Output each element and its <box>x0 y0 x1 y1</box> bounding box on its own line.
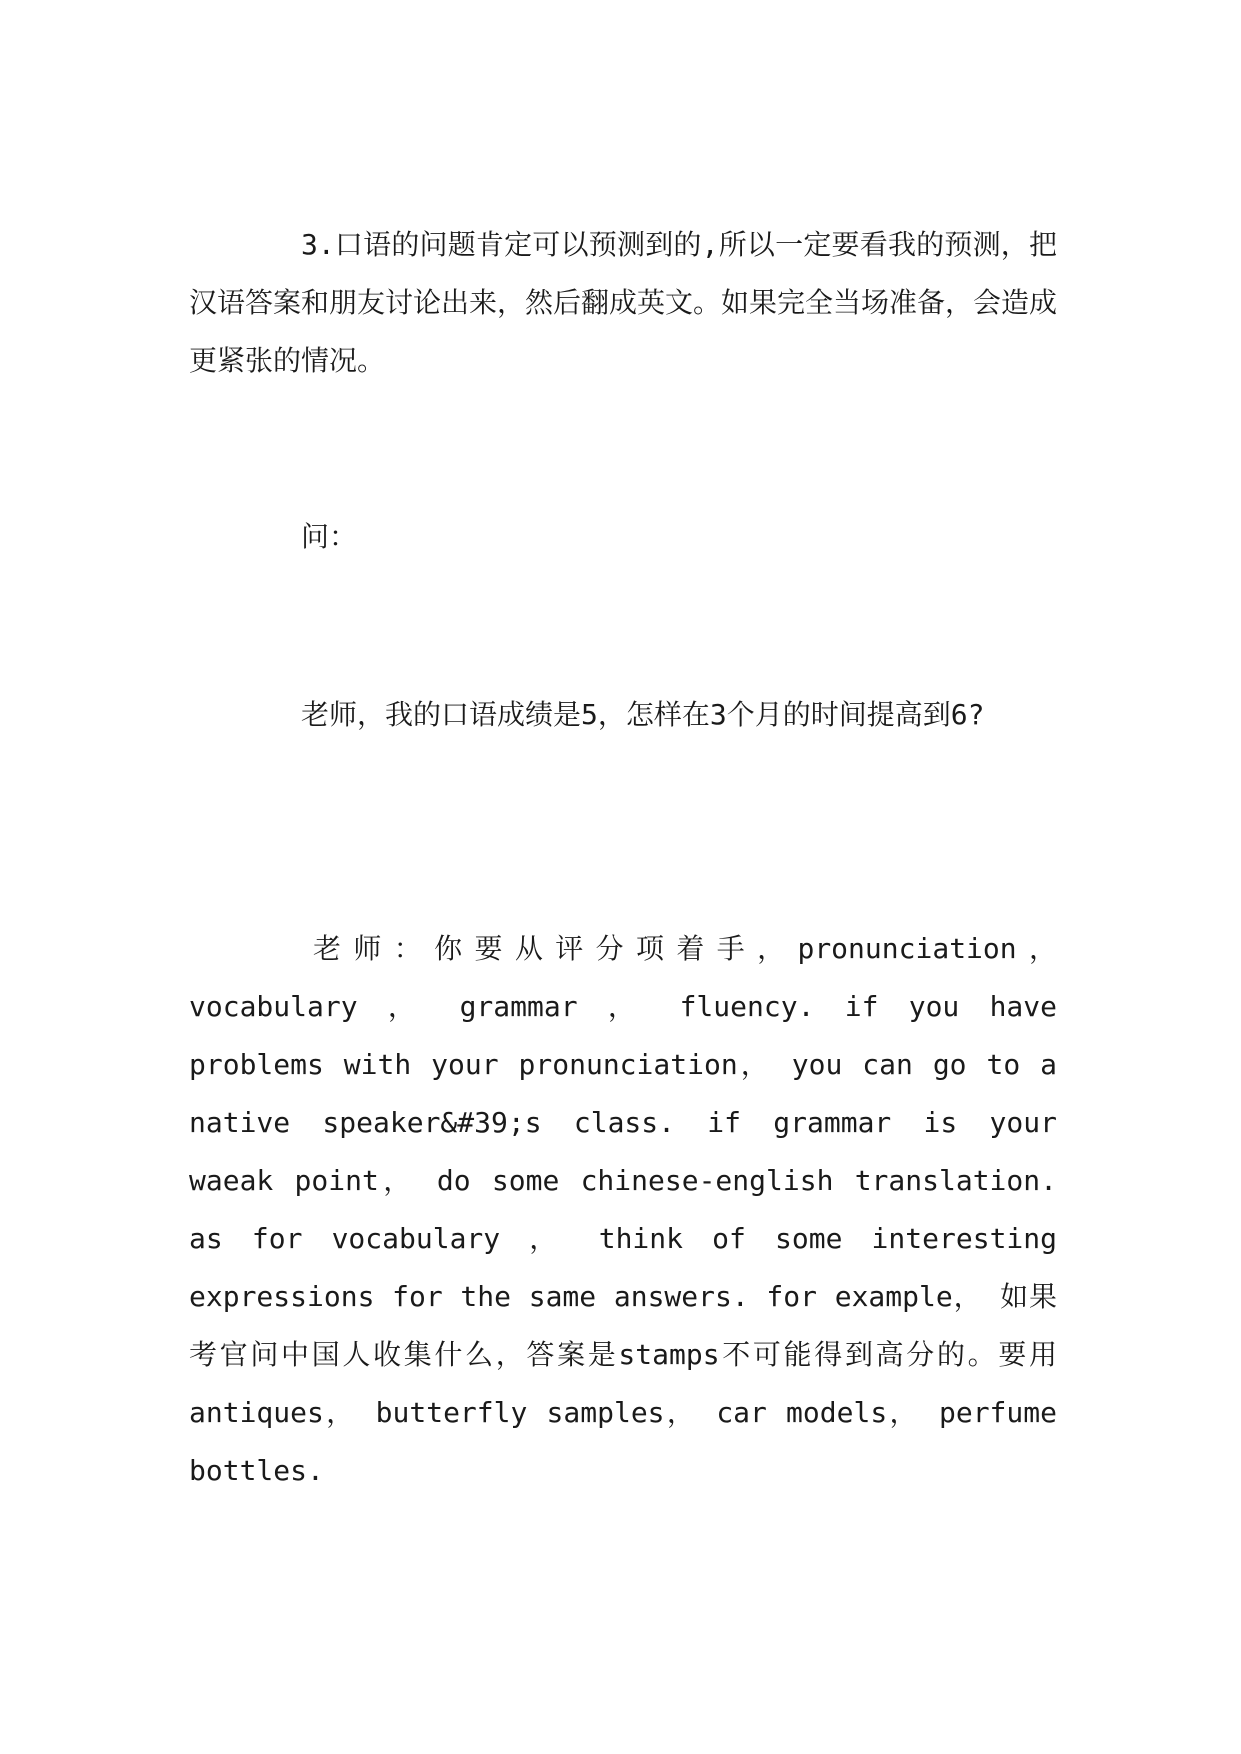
paragraph-question-label: 问： <box>301 520 358 553</box>
paragraph-speaking-prediction: 3.口语的问题肯定可以预测到的,所以一定要看我的预测，把汉语答案和朋友讨论出来，然后翻成英文。如果完全当场准备，会造成更紧张的情况。 <box>189 228 1058 377</box>
paragraph-teacher-answer: 老师：你要从评分项着手，pronunciation，vocabulary ， grammar ， fluency. if you have problems with your pronunciation， you can go to a native speaker&#39;s class. if grammar is your waeak point， do some chinese-english translation. as for vocabulary ， think of some interesting expressions for the same answers. for example， 如果考官问中国人收集什么，答案是stamps不可能得到高分的。要用antiques， butterfly samples， car models， perfume bottles. <box>189 932 1057 1487</box>
paragraph-student-question: 老师，我的口语成绩是5，怎样在3个月的时间提高到6? <box>301 698 985 731</box>
